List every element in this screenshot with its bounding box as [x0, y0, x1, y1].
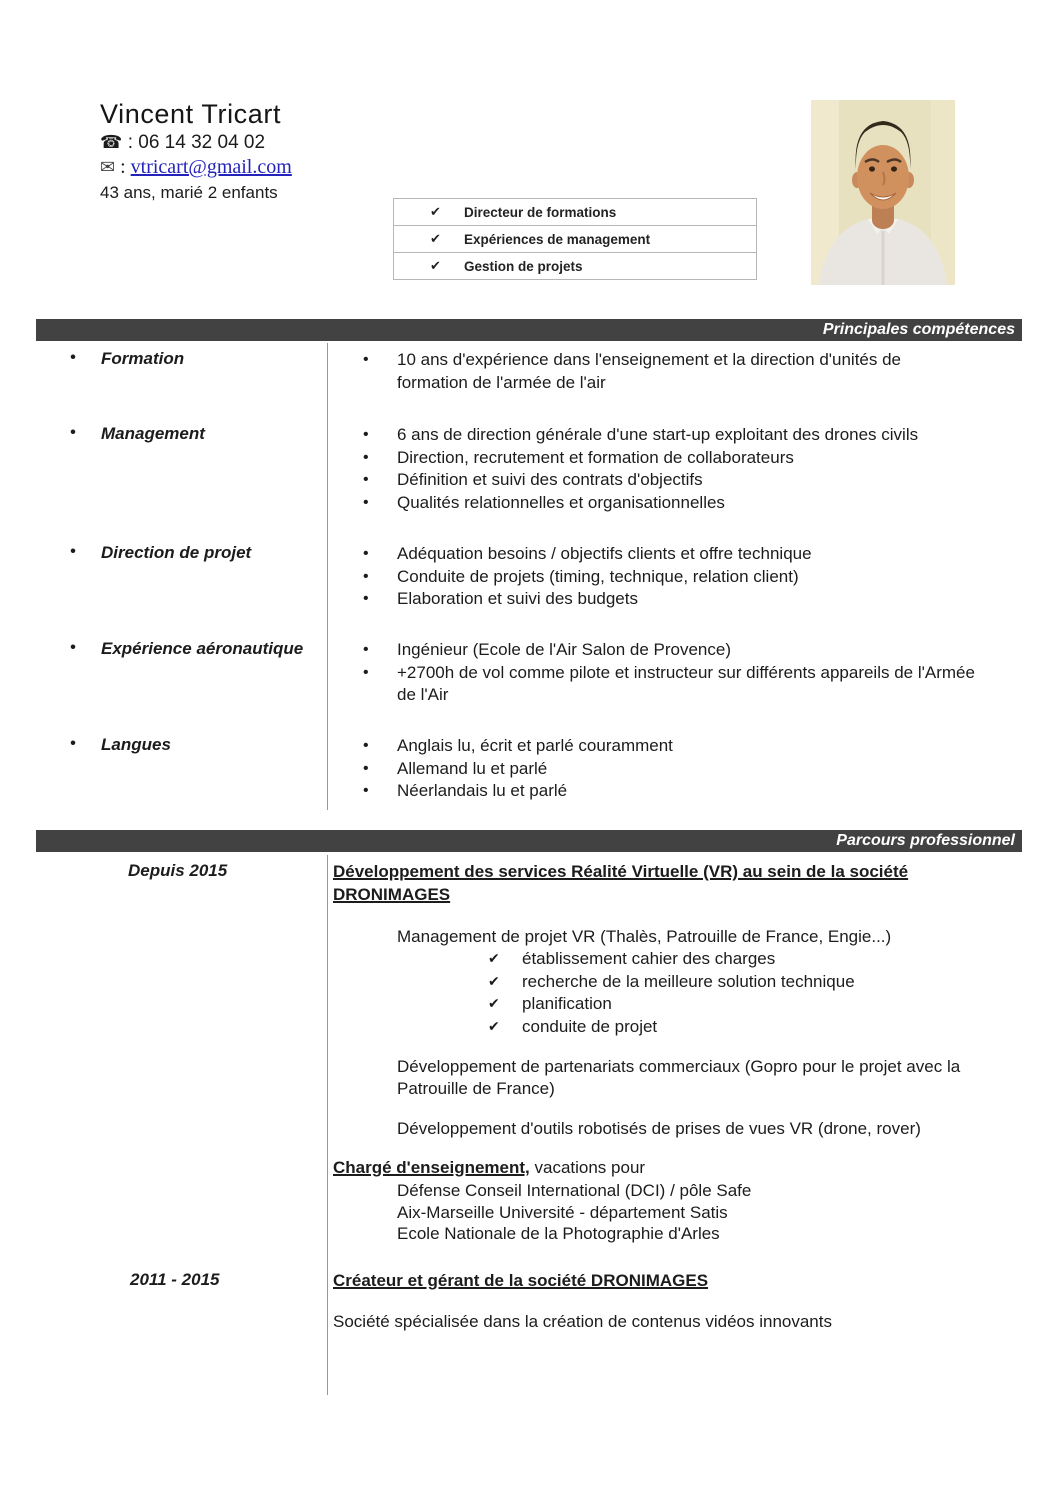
- bullet-icon: •: [363, 737, 369, 754]
- skill-category-direction-projet: • Direction de projet: [70, 543, 252, 562]
- bullet-icon: •: [363, 759, 369, 777]
- checklist-item: ✔ recherche de la meilleure solution technique: [488, 971, 855, 994]
- skill-items-aeronautique: [363, 639, 988, 707]
- skill-item: • +2700h de vol comme pilote et instructeur sur différents appareils de l'Armée de l'Air: [363, 662, 988, 707]
- email-separator: :: [120, 156, 126, 178]
- envelope-icon: ✉: [100, 157, 116, 178]
- teaching-item: Ecole Nationale de la Photographie d'Arles: [397, 1224, 720, 1243]
- bullet-icon: •: [363, 448, 369, 466]
- highlight-label: Gestion de projets: [464, 258, 583, 274]
- bullet-icon: •: [363, 426, 369, 443]
- bullet-icon: •: [70, 639, 76, 656]
- personal-info: 43 ans, marié 2 enfants: [100, 183, 278, 202]
- check-icon: ✔: [430, 258, 441, 274]
- career-paragraph: Société spécialisée dans la création de contenus vidéos innovants: [333, 1312, 832, 1331]
- checklist-item: ✔ planification: [488, 993, 855, 1016]
- teaching-lead-rest: vacations pour: [529, 1158, 646, 1177]
- skill-items-langues: [363, 735, 988, 803]
- skill-item: • 6 ans de direction générale d'une start-up exploitant des drones civils: [363, 424, 988, 447]
- check-icon: ✔: [488, 996, 500, 1012]
- column-divider: [327, 343, 328, 810]
- check-icon: ✔: [488, 1018, 500, 1035]
- highlight-label: Expériences de management: [464, 231, 651, 247]
- bullet-icon: •: [363, 471, 369, 488]
- section-bar-skills: Principales compétences: [36, 319, 1022, 341]
- skill-item: • Direction, recrutement et formation de collaborateurs: [363, 447, 988, 470]
- highlights-table: [393, 199, 757, 280]
- bullet-icon: •: [70, 424, 76, 441]
- teaching-list: [397, 1180, 751, 1245]
- skill-item: • Allemand lu et parlé: [363, 758, 988, 781]
- email-link[interactable]: vtricart@gmail.com: [130, 156, 292, 178]
- teaching-item: Défense Conseil International (DCI) / pôle Safe: [397, 1181, 752, 1200]
- teaching-item: Aix-Marseille Université - département Satis: [397, 1202, 728, 1222]
- bullet-icon: •: [363, 545, 369, 562]
- skill-item: • Qualités relationnelles et organisationnelles: [363, 492, 988, 515]
- highlight-row: [393, 198, 757, 226]
- phone-separator: :: [127, 132, 133, 153]
- skill-items-management: [363, 424, 988, 514]
- skill-category-langues: • Langues: [70, 735, 171, 754]
- checklist-item: ✔ établissement cahier des charges: [488, 948, 855, 971]
- skill-items-direction-projet: [363, 543, 988, 611]
- highlight-row: [393, 225, 757, 253]
- career-period: 2011 - 2015: [130, 1270, 220, 1289]
- person-name: Vincent Tricart: [100, 99, 282, 129]
- bullet-icon: •: [363, 782, 369, 799]
- career-heading: Développement des services Réalité Virtuelle (VR) au sein de la société DRONIMAGES: [333, 862, 909, 904]
- skill-item: • Adéquation besoins / objectifs clients et offre technique: [363, 543, 988, 566]
- bullet-icon: •: [363, 641, 369, 658]
- skill-item: • Néerlandais lu et parlé: [363, 780, 988, 803]
- bullet-icon: •: [70, 349, 76, 366]
- career-subheading: Management de projet VR (Thalès, Patrouille de France, Engie...): [397, 927, 892, 946]
- check-icon: ✔: [488, 951, 500, 967]
- highlight-label: Directeur de formations: [464, 204, 617, 220]
- skill-category-management: • Management: [70, 424, 205, 443]
- bullet-icon: •: [363, 663, 369, 681]
- skill-items-formation: [363, 349, 988, 394]
- check-icon: ✔: [430, 204, 441, 220]
- skill-item: • Définition et suivi des contrats d'objectifs: [363, 469, 988, 492]
- phone-number: 06 14 32 04 02: [138, 132, 266, 153]
- skill-item: • 10 ans d'expérience dans l'enseignement et la direction d'unités de formation de l'armée de l'air: [363, 349, 988, 394]
- skill-item: • Conduite de projets (timing, technique, relation client): [363, 566, 988, 589]
- skill-item: • Anglais lu, écrit et parlé couramment: [363, 735, 988, 758]
- phone-icon: ☎: [100, 132, 123, 153]
- checklist-item: ✔ conduite de projet: [488, 1016, 855, 1039]
- career-paragraph: Développement de partenariats commerciaux (Gopro pour le projet avec la Patrouille de France): [397, 1057, 961, 1098]
- bullet-icon: •: [70, 543, 76, 560]
- section-bar-career: Parcours professionnel: [36, 830, 1022, 852]
- profile-photo: [811, 100, 955, 285]
- bullet-icon: •: [363, 590, 369, 607]
- teaching-lead-title: Chargé d'enseignement,: [333, 1158, 530, 1177]
- skill-category-formation: • Formation: [70, 349, 185, 368]
- phone-line: [100, 132, 265, 154]
- teaching-lead: [333, 1157, 645, 1179]
- skill-category-aeronautique: • Expérience aéronautique: [70, 639, 304, 658]
- career-heading: Créateur et gérant de la société DRONIMAGES: [333, 1271, 709, 1290]
- bullet-icon: •: [363, 493, 369, 511]
- highlight-row: [393, 252, 757, 280]
- check-icon: ✔: [430, 231, 441, 247]
- column-divider: [327, 855, 328, 1395]
- career-paragraph: Développement d'outils robotisés de prises de vues VR (drone, rover): [397, 1119, 921, 1138]
- career-checklist: [488, 948, 855, 1038]
- skill-item: • Ingénieur (Ecole de l'Air Salon de Provence): [363, 639, 988, 662]
- skill-item: • Elaboration et suivi des budgets: [363, 588, 988, 611]
- bullet-icon: •: [70, 735, 76, 752]
- check-icon: ✔: [488, 973, 500, 990]
- bullet-icon: •: [363, 351, 369, 368]
- career-period: Depuis 2015: [128, 861, 228, 880]
- email-line: [100, 156, 292, 179]
- bullet-icon: •: [363, 567, 369, 585]
